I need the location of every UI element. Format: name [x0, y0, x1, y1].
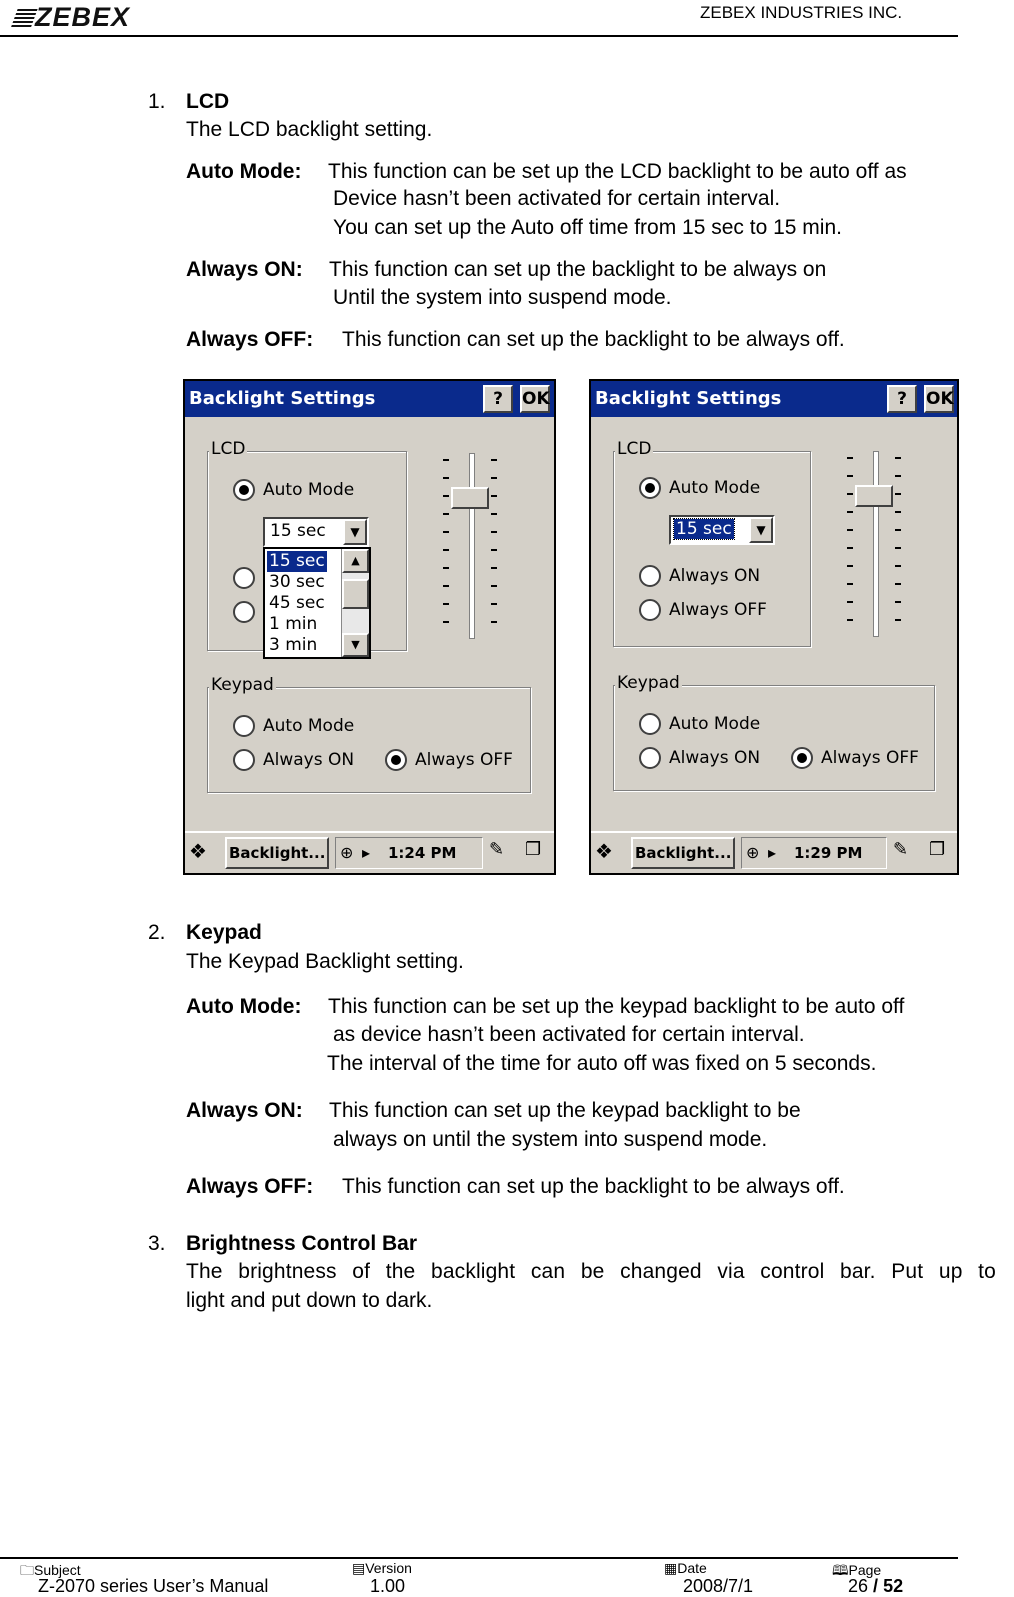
lcd-group-label: LCD [617, 439, 652, 459]
document-icon: ▤ [352, 1560, 366, 1576]
system-tray [335, 837, 483, 869]
ok-button[interactable]: OK [520, 385, 550, 413]
lcd-auto-mode-label: Auto Mode [669, 478, 761, 498]
footer-version-label: Version [365, 1560, 412, 1576]
dropdown-item[interactable]: 45 sec [269, 593, 325, 613]
help-button[interactable]: ? [887, 385, 917, 413]
dropdown-item[interactable]: 3 min [269, 635, 318, 655]
connection-icon[interactable]: ▸ [362, 843, 371, 862]
pen-icon[interactable]: ✎ [893, 839, 909, 860]
footer-date-value: 2008/7/1 [683, 1576, 754, 1596]
section-2-title: Keypad [186, 921, 262, 944]
page-separator: / [873, 1576, 879, 1596]
keypad-auto-mode-label: Auto Mode [263, 716, 355, 736]
keypad-auto-mode-text-2: as device hasn’t been activated for certain interval. [333, 1023, 805, 1046]
auto-off-time-value: 15 sec [270, 521, 326, 541]
auto-off-time-value: 15 sec [676, 519, 732, 539]
section-2-description: The Keypad Backlight setting. [186, 950, 464, 973]
title-bar [185, 381, 554, 417]
lcd-always-off-label: Always OFF: [186, 328, 314, 351]
lcd-brightness-slider[interactable] [855, 485, 893, 507]
dropdown-scrollbar[interactable] [341, 549, 369, 657]
lcd-auto-mode-label: Auto Mode [263, 480, 355, 500]
lcd-always-off-radio[interactable] [233, 601, 255, 623]
lcd-auto-mode-text-3: You can set up the Auto off time from 15 sec to 15 min. [333, 216, 842, 239]
lcd-always-on-text-2: Until the system into suspend mode. [333, 286, 672, 309]
dropdown-item[interactable]: 30 sec [269, 572, 325, 592]
window-title: Backlight Settings [595, 388, 782, 409]
help-button[interactable]: ? [483, 385, 513, 413]
lcd-auto-mode-label: Auto Mode: [186, 160, 302, 183]
page-current: 26 [848, 1576, 869, 1596]
lcd-auto-mode-text-1: This function can be set up the LCD backlight to be auto off as [328, 160, 907, 183]
lcd-always-off-radio[interactable] [639, 599, 661, 621]
lcd-always-on-radio[interactable] [233, 567, 255, 589]
chevron-down-icon[interactable]: ▼ [343, 519, 367, 545]
lcd-always-on-radio[interactable] [639, 565, 661, 587]
keypad-always-on-text-2: always on until the system into suspend mode. [333, 1128, 768, 1151]
lcd-always-off-text: This function can set up the backlight to be always off. [342, 328, 845, 351]
section-1-title: LCD [186, 90, 230, 113]
keypad-always-on-label: Always ON [263, 750, 355, 770]
section-1-number: 1. [148, 90, 166, 113]
book-icon: 🕮 [832, 1562, 849, 1578]
screenshot-right [589, 379, 959, 875]
keypad-always-on-radio[interactable] [233, 749, 255, 771]
keypad-always-on-radio[interactable] [639, 747, 661, 769]
chevron-down-icon[interactable]: ▼ [749, 517, 773, 543]
keypad-always-off-label: Always OFF [821, 748, 919, 768]
keypad-always-off-radio[interactable] [791, 747, 813, 769]
taskbar-app-button[interactable]: Backlight... [225, 837, 329, 869]
lcd-always-on-text-1: This function can set up the backlight to be always on [329, 258, 827, 281]
window-title: Backlight Settings [189, 388, 376, 409]
taskbar-app-button[interactable]: Backlight... [631, 837, 735, 869]
pen-icon[interactable]: ✎ [489, 839, 505, 860]
taskbar [185, 831, 554, 873]
section-3-title: Brightness Control Bar [186, 1232, 418, 1255]
start-icon[interactable]: ❖ [595, 839, 613, 863]
keypad-group [207, 687, 531, 793]
scroll-down-icon[interactable]: ▼ [342, 633, 369, 657]
calendar-icon: ▦ [664, 1560, 678, 1576]
lcd-always-off-label: Always OFF [669, 600, 767, 620]
footer-subject-value: Z-2070 series User’s Manual [38, 1576, 269, 1596]
keypad-auto-mode-label: Auto Mode: [186, 995, 302, 1018]
section-3-text-1: The brightness of the backlight can be changed via control bar. Put up to [186, 1260, 996, 1283]
footer-date-label: Date [677, 1560, 707, 1576]
lcd-always-on-label: Always ON: [186, 258, 303, 281]
keypad-always-off-radio[interactable] [385, 749, 407, 771]
screenshot-left [183, 379, 556, 875]
network-icon[interactable]: ⊕ [746, 843, 760, 862]
network-icon[interactable]: ⊕ [340, 843, 354, 862]
footer-date [664, 1560, 707, 1577]
company-name: ZEBEX INDUSTRIES INC. [700, 3, 903, 22]
lcd-auto-mode-radio[interactable] [233, 479, 255, 501]
footer-version [352, 1560, 412, 1577]
keypad-auto-mode-label: Auto Mode [669, 714, 761, 734]
section-2-number: 2. [148, 921, 166, 944]
footer-page-number [848, 1576, 903, 1597]
start-icon[interactable]: ❖ [189, 839, 207, 863]
clock[interactable]: 1:24 PM [388, 844, 457, 862]
title-bar [591, 381, 957, 417]
section-3-number: 3. [148, 1232, 166, 1255]
scroll-thumb[interactable] [342, 579, 369, 609]
keypad-always-off-text: This function can set up the backlight to be always off. [342, 1175, 845, 1198]
section-1-description: The LCD backlight setting. [186, 118, 433, 141]
section-3-text-2: light and put down to dark. [186, 1289, 433, 1312]
clock[interactable]: 1:29 PM [794, 844, 863, 862]
lcd-brightness-track [873, 451, 879, 637]
lcd-brightness-slider[interactable] [451, 487, 489, 509]
footer-version-value: 1.00 [370, 1576, 406, 1596]
keypad-always-off-label: Always OFF: [186, 1175, 314, 1198]
keypad-auto-mode-text-1: This function can be set up the keypad backlight to be auto off [328, 995, 905, 1018]
scroll-up-icon[interactable]: ▲ [342, 549, 369, 573]
keypad-auto-mode-text-3: The interval of the time for auto off was fixed on 5 seconds. [327, 1052, 877, 1075]
header-divider [0, 35, 958, 37]
zebex-logo: ZEBEX [14, 2, 130, 33]
dropdown-item[interactable]: 15 sec [269, 551, 325, 571]
keypad-always-off-label: Always OFF [415, 750, 513, 770]
folder-icon: 🗀 [20, 1562, 34, 1578]
lcd-auto-mode-radio[interactable] [639, 477, 661, 499]
keypad-auto-mode-radio[interactable] [233, 715, 255, 737]
auto-off-time-dropdown[interactable] [263, 547, 371, 659]
page-total: 52 [883, 1576, 904, 1596]
keypad-always-on-label: Always ON [669, 748, 761, 768]
keypad-group-label: Keypad [617, 673, 680, 693]
keypad-auto-mode-radio[interactable] [639, 713, 661, 735]
footer-page-label: Page [848, 1562, 882, 1578]
lcd-brightness-track [469, 453, 475, 639]
taskbar [591, 831, 957, 873]
dropdown-item[interactable]: 1 min [269, 614, 318, 634]
keypad-always-on-text-1: This function can set up the keypad backlight to be [329, 1099, 801, 1122]
footer-divider [0, 1557, 958, 1559]
keypad-always-on-label: Always ON: [186, 1099, 303, 1122]
lcd-auto-mode-text-2: Device hasn’t been activated for certain interval. [333, 187, 781, 210]
windows-icon[interactable]: ❐ [525, 839, 542, 860]
ok-button[interactable]: OK [924, 385, 954, 413]
keypad-group-label: Keypad [211, 675, 274, 695]
auto-off-time-select[interactable] [669, 515, 775, 545]
footer-subject-label: Subject [34, 1562, 81, 1578]
lcd-group-label: LCD [211, 439, 246, 459]
windows-icon[interactable]: ❐ [929, 839, 946, 860]
system-tray [741, 837, 887, 869]
lcd-always-on-label: Always ON [669, 566, 761, 586]
connection-icon[interactable]: ▸ [768, 843, 777, 862]
auto-off-time-select[interactable] [263, 517, 369, 547]
keypad-group [613, 685, 935, 791]
